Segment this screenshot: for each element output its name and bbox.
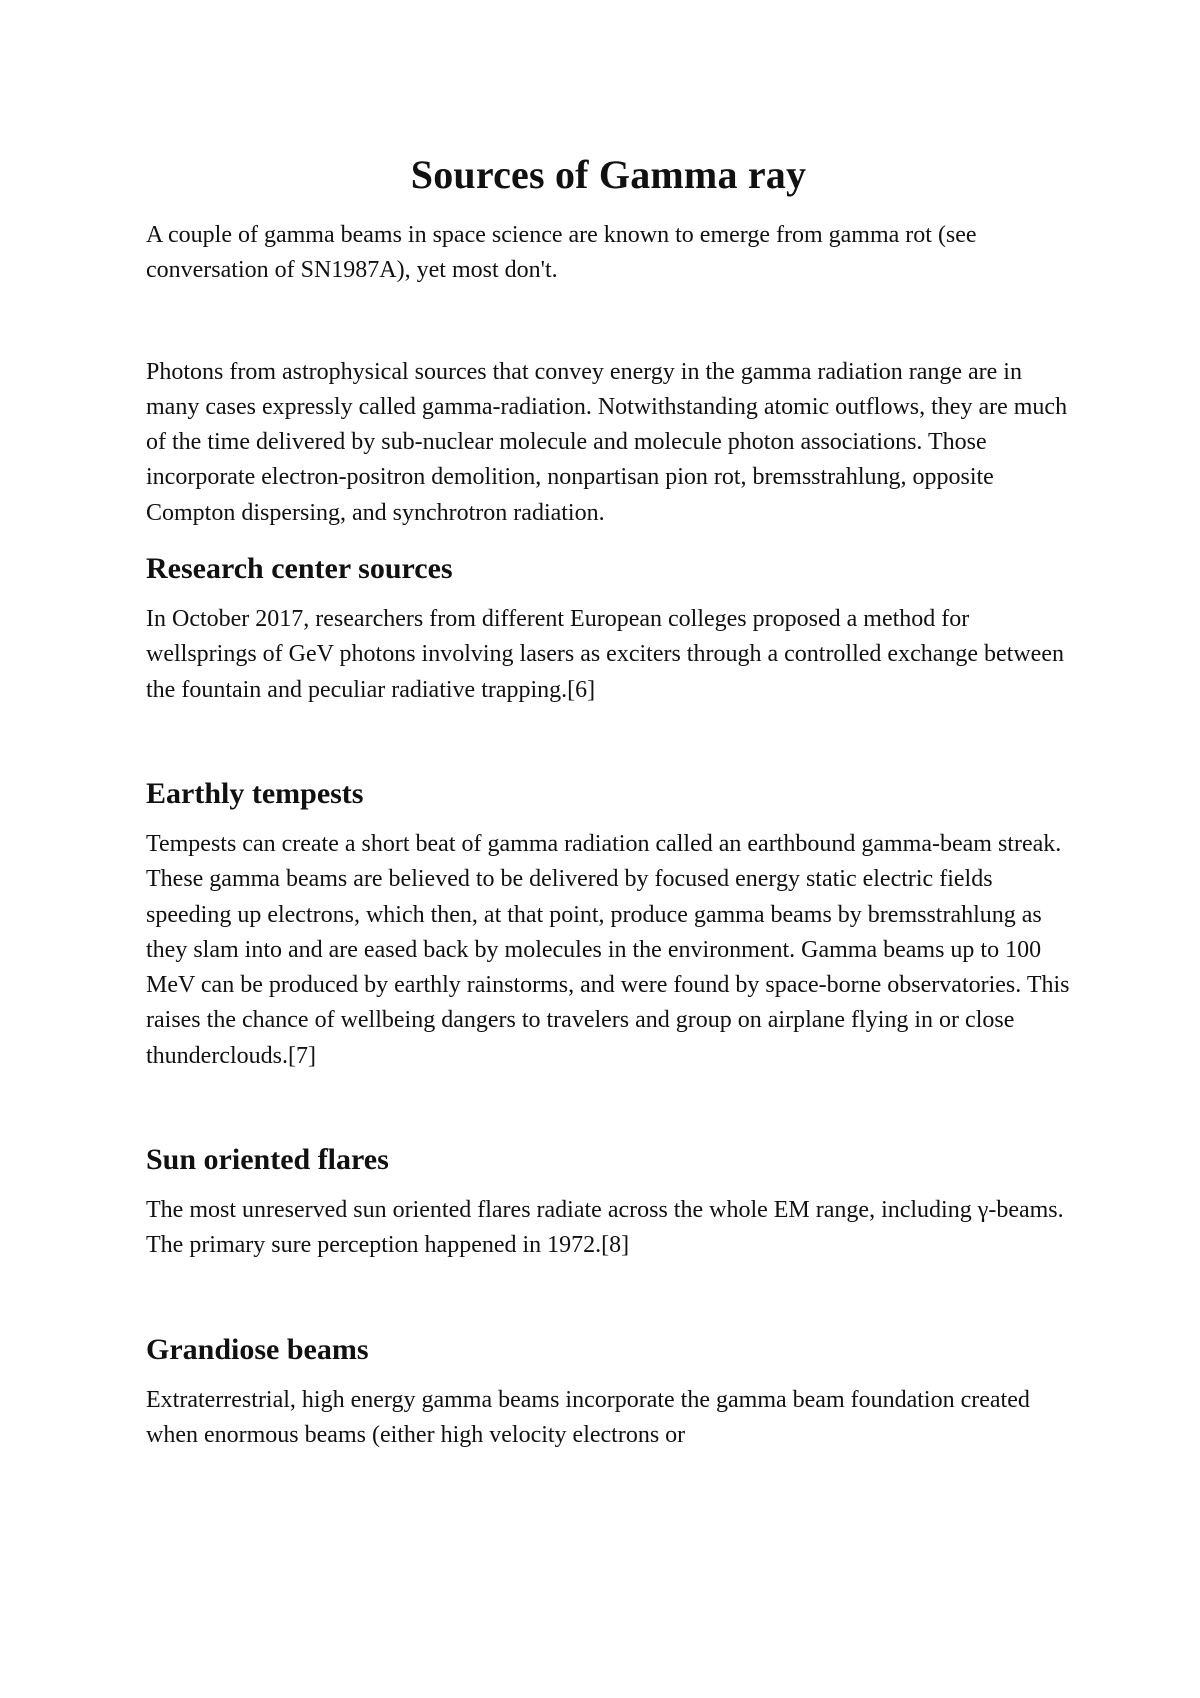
section-body-sun-oriented-flares: The most unreserved sun oriented flares radiate across the whole EM range, including γ-beams. The primary sure perception happened in 1972.[8] — [146, 1197, 1064, 1259]
section-body-research-center-sources: In October 2017, researchers from different European colleges proposed a method for wellsprings of GeV photons involving lasers as exciters through a controlled exchange between the fountain and peculiar radiative trapping.[6] — [146, 606, 1064, 703]
section-heading-grandiose-beams: Grandiose beams — [146, 1332, 369, 1366]
section-heading-earthly-tempests: Earthly tempests — [146, 776, 364, 810]
section-heading-sun-oriented-flares: Sun oriented flares — [146, 1143, 389, 1177]
page-title: Sources of Gamma ray — [410, 152, 807, 197]
section-body-grandiose-beams: Extraterrestrial, high energy gamma beams incorporate the gamma beam foundation created when enormous beams (either high velocity electrons or — [146, 1386, 1030, 1448]
section-heading-research-center-sources: Research center sources — [146, 552, 453, 586]
intro-paragraph-2: Photons from astrophysical sources that convey energy in the gamma radiation range are in many cases expressly called gamma-radiation. Notwithstanding atomic outflows, they are much of the time delivered by sub-nuclear molecule and molecule photon associations. Those incorporate electron-positron demolition, nonpartisan pion rot, bremsstrahlung, opposite Compton dispersing, and synchrotron radiation. — [146, 358, 1068, 526]
document-body — [146, 146, 1071, 1453]
intro-paragraph-1: A couple of gamma beams in space science are known to emerge from gamma rot (see conversation of SN1987A), yet most don't. — [146, 222, 977, 284]
section-body-earthly-tempests: Tempests can create a short beat of gamma radiation called an earthbound gamma-beam streak. These gamma beams are believed to be delivered by focused energy static electric fields speeding up electrons, which then, at that point, produce gamma beams by bremsstrahlung as they slam into and are eased back by molecules in the environment. Gamma beams up to 100 MeV can be produced by earthly rainstorms, and were found by space-borne observatories. This raises the chance of wellbeing dangers to travelers and group on airplane flying in or close thunderclouds.[7] — [146, 830, 1070, 1069]
